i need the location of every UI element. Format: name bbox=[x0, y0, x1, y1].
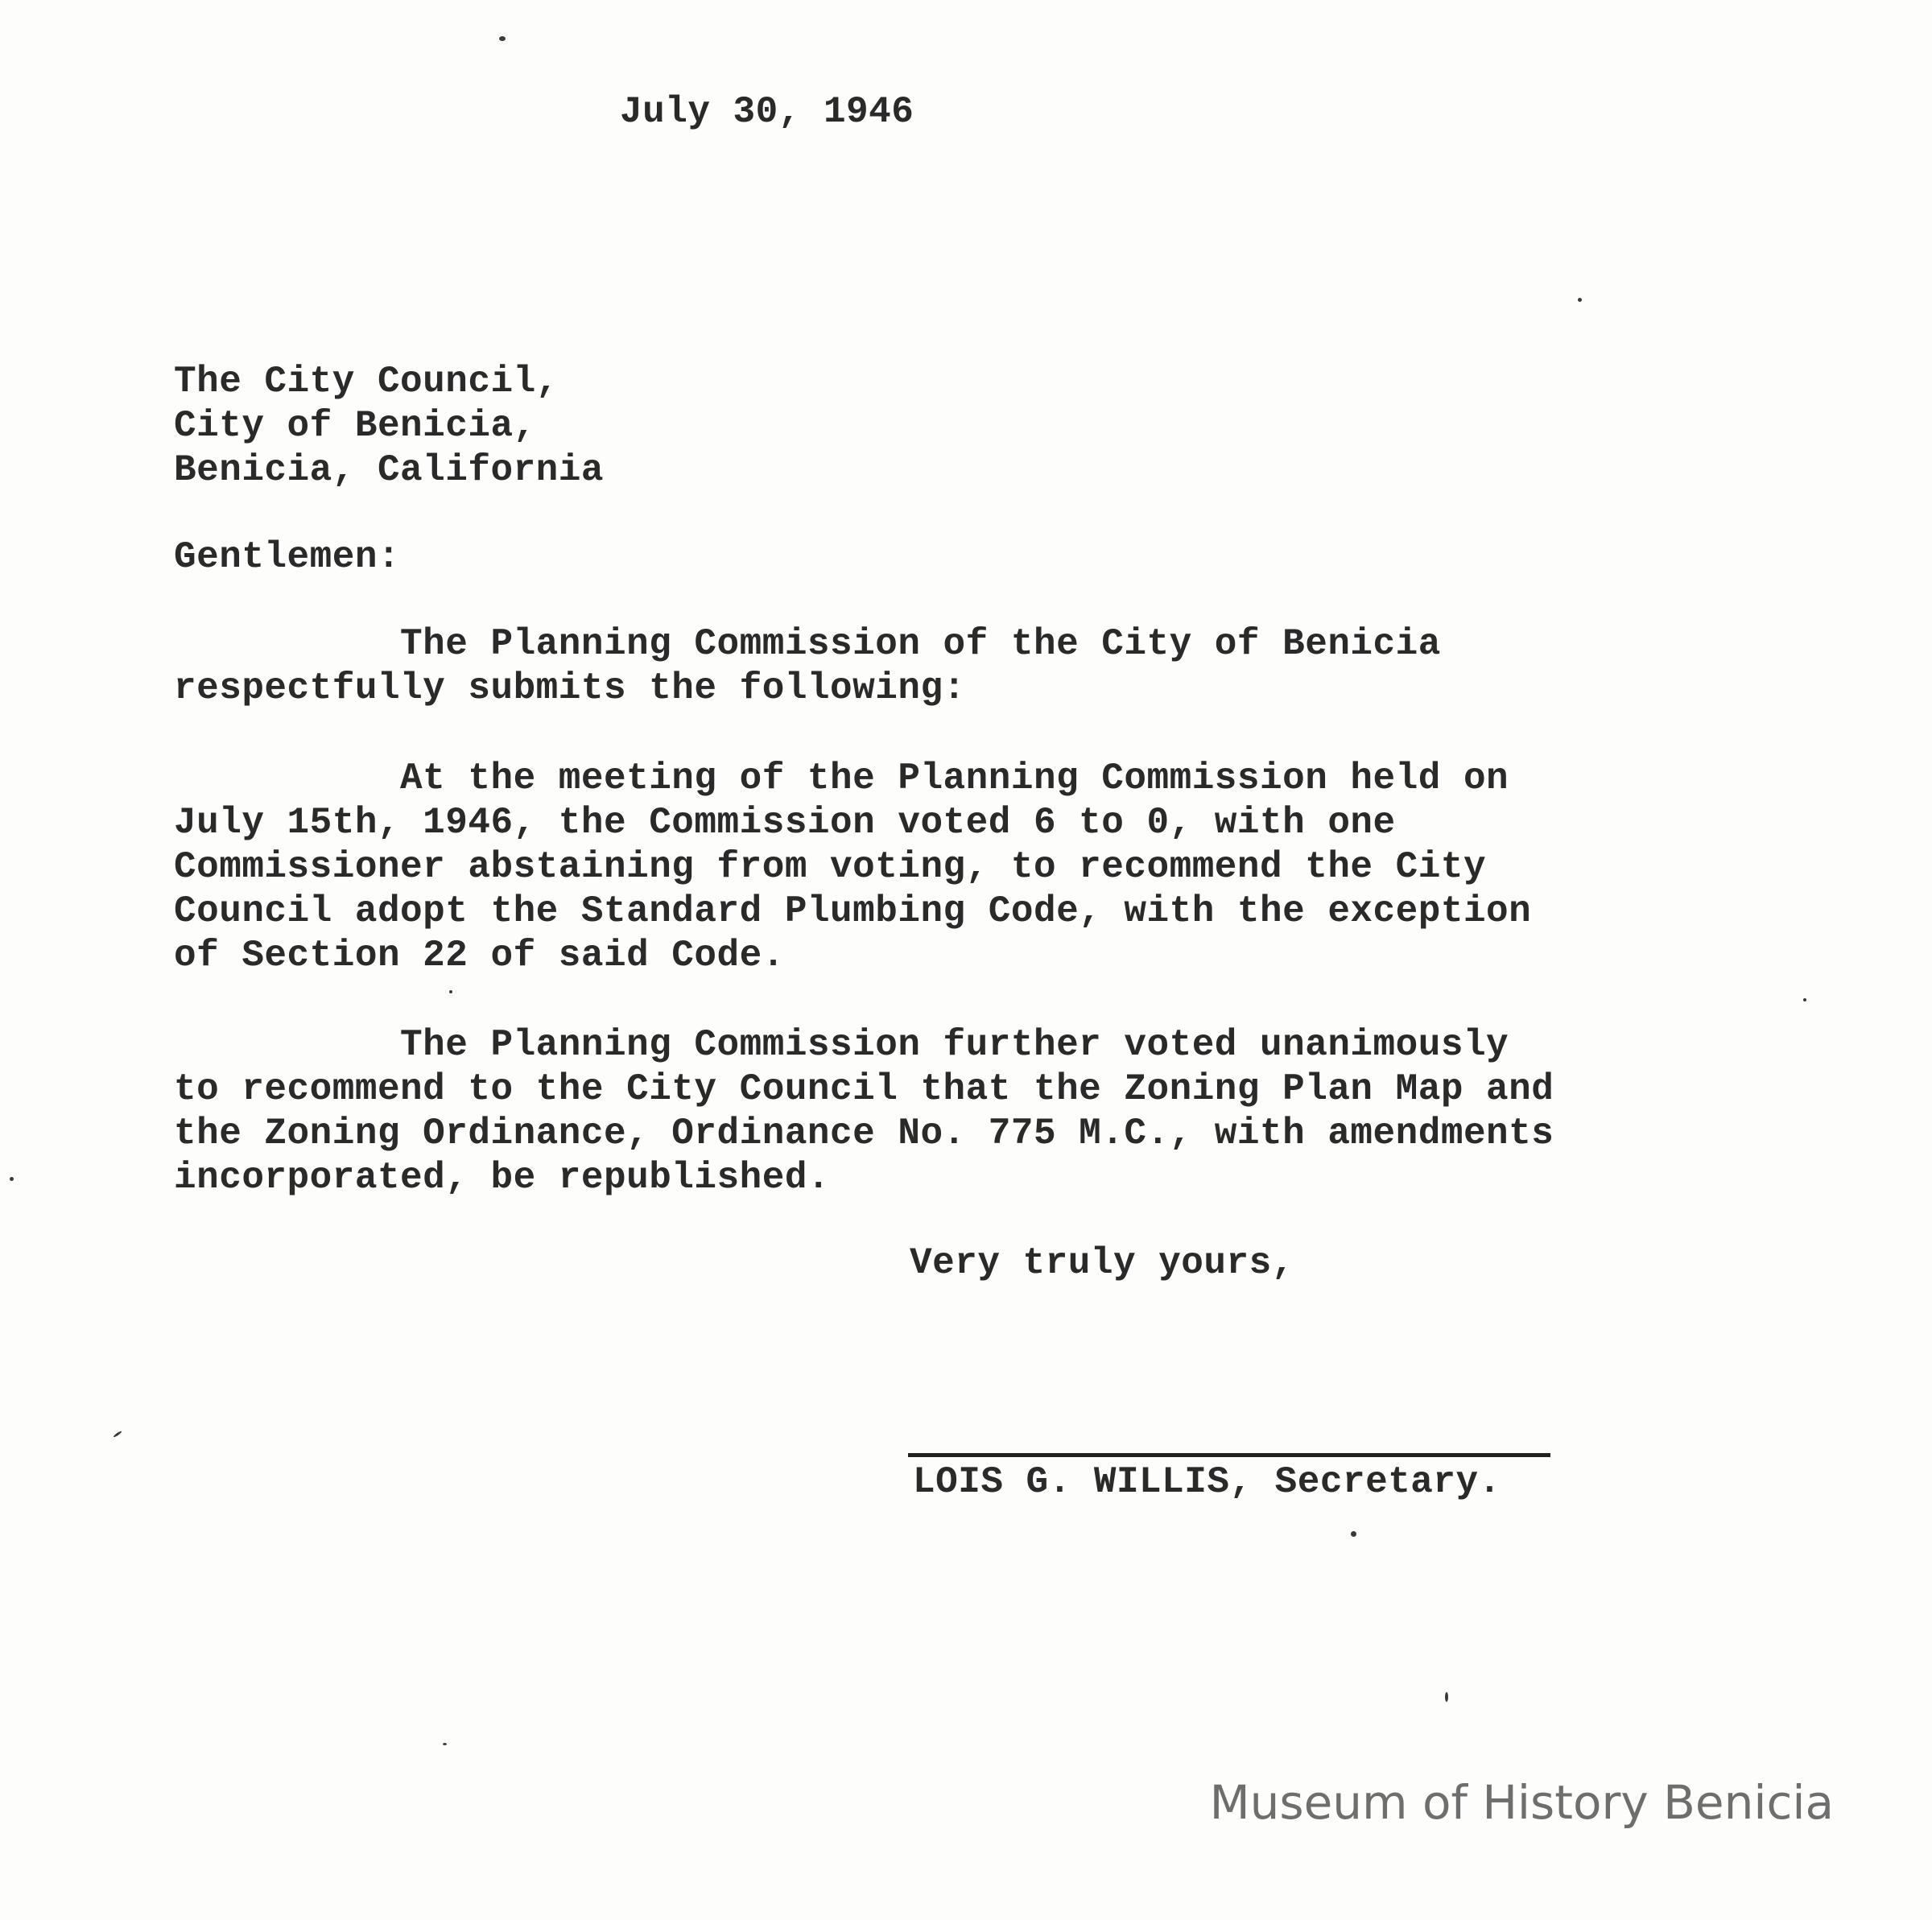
paragraph-line: Council adopt the Standard Plumbing Code, with the exception bbox=[174, 890, 1532, 932]
closing: Very truly yours, bbox=[910, 1242, 1294, 1284]
signature-line bbox=[908, 1453, 1550, 1457]
speck bbox=[499, 36, 506, 41]
paragraph-line: Commissioner abstaining from voting, to recommend the City bbox=[174, 846, 1487, 888]
museum-watermark: Museum of History Benicia bbox=[1209, 1775, 1834, 1830]
speck bbox=[1803, 998, 1806, 1001]
speck bbox=[10, 1177, 14, 1181]
paragraph-line: At the meeting of the Planning Commission held on bbox=[174, 758, 1509, 799]
speck bbox=[443, 1743, 447, 1745]
letter-date: July 30, 1946 bbox=[620, 91, 914, 133]
speck bbox=[1351, 1531, 1356, 1537]
paragraph-line: incorporated, be republished. bbox=[174, 1157, 831, 1199]
paragraph-line: of Section 22 of said Code. bbox=[174, 935, 785, 977]
recipient-address bbox=[174, 360, 604, 493]
signature-name: LOIS G. WILLIS, Secretary. bbox=[913, 1461, 1501, 1503]
paragraph-line: The Planning Commission further voted unanimously bbox=[174, 1024, 1509, 1066]
recipient-line: Benicia, California bbox=[174, 449, 604, 491]
paragraph-line: The Planning Commission of the City of Benicia bbox=[174, 623, 1441, 665]
paragraph-line: to recommend to the City Council that the Zoning Plan Map and bbox=[174, 1068, 1554, 1110]
speck bbox=[1578, 298, 1582, 302]
speck bbox=[113, 1431, 122, 1438]
recipient-line: City of Benicia, bbox=[174, 405, 536, 447]
paragraph-zoning bbox=[174, 1023, 1554, 1200]
recipient-line: The City Council, bbox=[174, 361, 559, 403]
salutation: Gentlemen: bbox=[174, 536, 401, 578]
paragraph-line: respectfully submits the following: bbox=[174, 667, 966, 709]
paragraph-line: the Zoning Ordinance, Ordinance No. 775 M.C., with amendments bbox=[174, 1113, 1554, 1154]
speck bbox=[449, 990, 452, 993]
paragraph-plumbing-code bbox=[174, 757, 1531, 978]
speck bbox=[1445, 1692, 1448, 1702]
paragraph-line: July 15th, 1946, the Commission voted 6 to 0, with one bbox=[174, 802, 1396, 844]
paragraph-submission bbox=[174, 622, 1441, 711]
